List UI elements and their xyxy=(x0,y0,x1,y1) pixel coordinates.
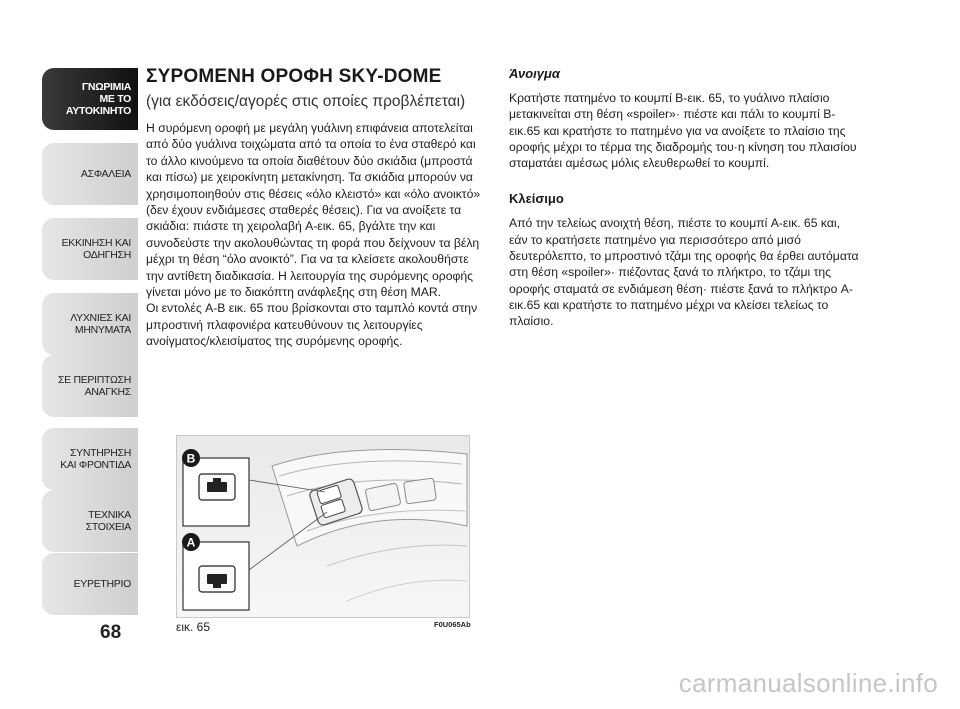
heading-closing: Κλείσιμο xyxy=(509,191,564,207)
right-column xyxy=(509,66,861,330)
body-opening: Κρατήστε πατημένο το κουμπί B-εικ. 65, το γυάλινο πλαίσιο μετακινείται στη θέση «spoiler»· πιέστε και πάλι το κουμπί B-εικ.65 και κρατήστε το πατημένο για να ανοίξετε το πλαίσιο της οροφής μέχρι το τέρμα της διαδρομής του·η κίνηση του πλαισίου σταματάει αμέσως μόλις ελευθερωθεί το κουμπί. xyxy=(509,91,857,171)
paragraph-description: Η συρόμενη οροφή με μεγάλη γυάλινη επιφάνεια αποτελείται από δύο γυάλινα τοιχώματα από τα οποία το ένα σταθερό και το άλλο κινούμενο τα οποία διαθέτουν δύο σκιάδια (μπροστά και πίσω) με χειροκίνητη μετακίνηση. Τα σκιάδια μπορούν να χρησιμοποιηθούν στις θέσεις «όλο κλειστό» και «όλο ανοικτό» (δεν έχουν ενδιάμεσες σταθερές θέσεις). Για να ανοίξετε τα σκιάδια: πιάστε τη χειρολαβή A-εικ. 65, βγάλτε την και συνοδεύστε την ακολουθώντας τη φορά που δείχνουν τα βέλη μέχρι τη θέση “όλο ανοικτό”. Για να τα κλείσετε ακολουθήστε την αντίθετη διαδικασία. Η λειτουργία της συρόμενης οροφής γίνεται μόνο με το διακόπτη ανάφλεξης στη θέση MAR. xyxy=(146,121,481,300)
paragraph-controls: Οι εντολές A-B εικ. 65 που βρίσκονται στο ταμπλό κοντά στην μπροστινή πλαφονιέρα κατευθύνουν τις λειτουργίες ανοίγματος/κλεισίματος της συρόμενης οροφής. xyxy=(146,301,478,349)
label-b: B xyxy=(186,451,196,466)
tab-getting-to-know-car[interactable]: ΓΝΩΡΙΜΙΑ ΜΕ ΤΟ ΑΥΤΟΚΙΝΗΤΟ xyxy=(42,68,138,130)
roof-console-illustration xyxy=(177,436,470,618)
tab-maintenance[interactable]: ΣΥΝΤΗΡΗΣΗ ΚΑΙ ΦΡΟΝΤΙΔΑ xyxy=(42,428,138,490)
watermark: carmanualsonline.info xyxy=(678,668,938,698)
tab-index[interactable]: ΕΥΡΕΤΗΡΙΟ xyxy=(42,553,138,615)
left-body xyxy=(146,120,488,350)
button-b-detail xyxy=(199,474,235,500)
figure-65 xyxy=(176,435,470,618)
figure-caption: εικ. 65 xyxy=(176,620,211,634)
tab-technical-data[interactable]: ΤΕΧΝΙΚΑ ΣΤΟΙΧΕΙΑ xyxy=(42,490,138,552)
button-a-detail xyxy=(199,566,235,592)
section-title: ΣΥΡΟΜΕΝΗ ΟΡΟΦΗ SKY-DOME xyxy=(146,66,442,87)
tab-safety[interactable]: ΑΣΦΑΛΕΙΑ xyxy=(42,143,138,205)
section-subtitle: (για εκδόσεις/αγορές στις οποίες προβλέπεται) xyxy=(146,93,466,110)
heading-opening: Άνοιγμα xyxy=(509,66,560,81)
left-column xyxy=(146,66,488,350)
body-closing: Από την τελείως ανοιχτή θέση, πιέστε το κουμπί A-εικ. 65 και, εάν το κρατήσετε πατημένο για περισσότερο από μισό δευτερόλεπτο, το μπροστινό τζάμι της οροφής θα έρθει αυτόματα στη θέση «spoiler»· πιέζοντας ξανά το πλήκτρο, το τζάμι της οροφής σταματά σε ενδιάμεση θέση· πιέστε ξανά το πλήκτρο A-εικ.65 και κρατήστε το πατημένο μέχρι να κλείσει τελείως το πλαίσιο. xyxy=(509,216,859,329)
tab-starting-driving[interactable]: ΕΚΚΙΝΗΣΗ ΚΑΙ ΟΔΗΓΗΣΗ xyxy=(42,218,138,280)
tab-warning-lights[interactable]: ΛΥΧΝΙΕΣ ΚΑΙ ΜΗΝΥΜΑΤΑ xyxy=(42,293,138,355)
page-number: 68 xyxy=(100,622,122,643)
figure-code: F0U065Ab xyxy=(434,620,471,629)
label-a: A xyxy=(186,535,196,550)
tab-emergency[interactable]: ΣΕ ΠΕΡΙΠΤΩΣΗ ΑΝΑΓΚΗΣ xyxy=(42,355,138,417)
